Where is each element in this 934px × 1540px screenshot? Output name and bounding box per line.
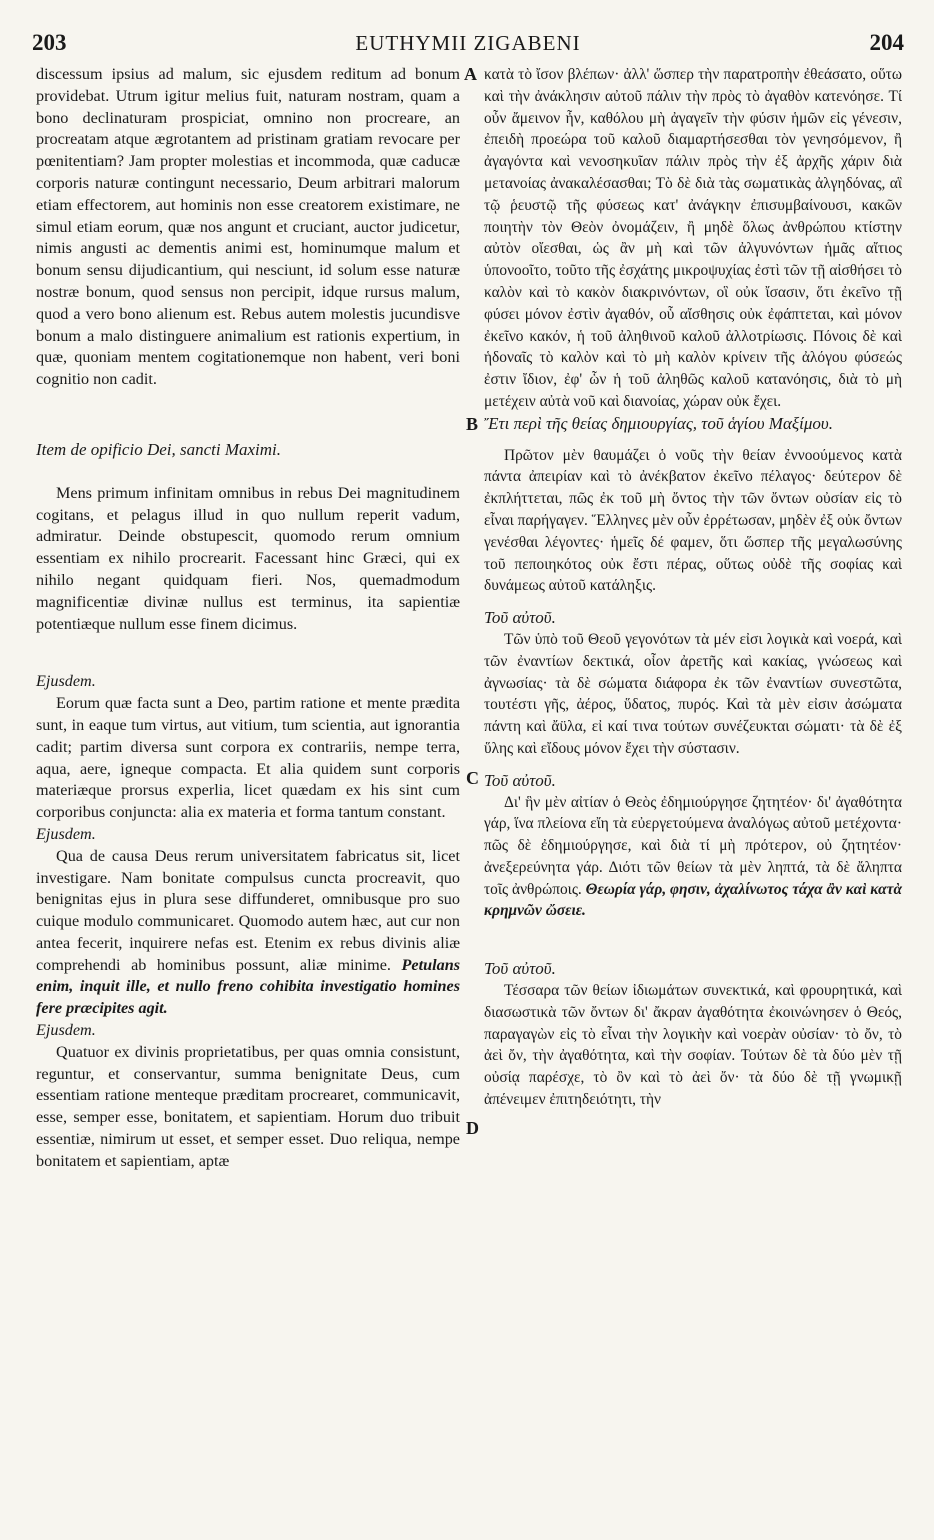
latin-paragraph-2: Mens primum infinitam omnibus in rebus Dei magnitudinem cogitans, et pelagus illud in quo nullum reperit vadum, admiratur. Deinde obstupescit, quomodo rerum omnium essentiam ex nihilo procrearit. Facessant hinc Græci, qui ex nihilo negant quidquam fieri. Nos, quemadmodum magnificentiæ divinæ nullus est terminus, ita sapientiæ potentiæque nullum esse finem dicimus. (36, 483, 460, 633)
latin-paragraph-4-text: Qua de causa Deus rerum universitatem fabricatus sit, licet investigare. Nam bonitate compulsus cuncta procreavit, quo benignitas ejus in plura sese diffunderet, omnibusque pro suo cuique modulo communicaret. Quomodo autem hæc, aut cur non antea fecerit, inquirere nefas est. Etenim ex rebus divinis aliæ comprehendi ab hominibus possunt, aliæ minime. (36, 846, 460, 974)
greek-quotation: Θεωρία γάρ, φησιν, ἀχαλίνωτος τάχα ἂν καὶ κατὰ κρημνῶν ὤσειε. (484, 880, 902, 920)
greek-heading-maximus: Ἔτι περὶ τῆς θείας δημιουργίας, τοῦ ἁγίου Μαξίμου. (484, 413, 833, 433)
greek-paragraph-1: κατὰ τὸ ἴσον βλέπων· ἀλλ' ὥσπερ τὴν παρατροπὴν ἐθεάσατο, οὕτω καὶ τὴν ἀνάκλησιν αὐτοῦ πάλιν τὴν πρὸς τὸ ἀγαθὸν κατενόησε. Τί οὖν ἄμεινον ἦν, καθόλου μὴ ἀγαγεῖν τὴν φύσιν ἡμῶν εἰς γένεσιν, ἐπειδὴ προεώρα τοῦ καλοῦ διαμαρτήσεσθαι τὸν γενησόμενον, ἢ ἀγαγόντα καὶ νενοσηκυῖαν πάλιν πρὸς τὴν ἐξ ἀρχῆς χάριν διὰ μετανοίας ἀνακαλέσασθαι; Τὸ δὲ διὰ τὰς σωματικὰς ἀλγηδόνας, αἳ τῷ ῥευστῷ τῆς φύσεως κατ' ἀνάγκην ἐπισυμβαίνουσι, κακῶν ποιητὴν τὸν Θεὸν ὀνομάζειν, ἢ μηδὲ ὅλως ἀνθρώπου κτίστην αὐτὸν οἴεσθαι, ὡς ἂν μὴ καὶ τῶν ἀλγυνόντων ἡμᾶς αἴτιος ὑπονοοῖτο, τοῦτο τῆς ἐσχάτης μικροψυχίας ἐστὶ τῶν τῇ αἰσθήσει τὸ καλὸν καὶ τὸ κακὸν διακρινόντων, οἳ οὐκ ἴσασιν, ὅτι ἐκεῖνο τῇ φύσει μόνον ἐστὶν ἀγαθόν, οὗ αἴσθησις οὐκ ἐφάπτεται, καὶ μόνον ἐκεῖνο κακόν, ἡ τοῦ ἀληθινοῦ καλοῦ ἀλλοτρίωσις. Πόνοις δὲ καὶ ἡδοναῖς τὸ καλὸν καὶ τὸ μὴ καλὸν κρίνειν τῆς ἀλόγου φύσεώς ἐστιν ἴδιον, ἐφ' ὧν ἡ τοῦ ἀληθῶς καλοῦ κατανόησις, διὰ τὸ μὴ μετέχειν αὐτὰ νοῦ καὶ διανοίας, χώραν οὐκ ἔχει. (484, 66, 902, 410)
margin-letter-b: B (466, 414, 479, 434)
latin-quotation: Petulans enim, inquit ille, et nullo freno cohibita investigatio homines fere præcipites agit. (36, 955, 461, 1018)
greek-paragraph-3: Τῶν ὑπὸ τοῦ Θεοῦ γεγονότων τὰ μέν εἰσι λογικὰ καὶ νοερά, καὶ τῶν ἐναντίων δεκτικά, οἷον ἀρετῆς καὶ κακίας, γνώσεως καὶ ἀγνωσίας· τὰ δὲ σώματα διάφορα ἐκ τῶν ἐναντίων συνεστῶτα, τουτέστι γῆς, ἀέρος, ὕδατος, πυρός. Καὶ τὰ μὲν εἰσιν ἀσώματα πάντη καὶ ἄϋλα, εἰ καί τινα τούτων συνέζευκται σώματι· τὰ δὲ ἐξ ὕλης καὶ εἴδους μόνον ἔχει τὴν σύστασιν. (484, 630, 902, 757)
latin-heading-maximus: Item de opificio Dei, sancti Maximi. (36, 439, 282, 459)
page-number-right: 204 (869, 30, 904, 55)
latin-heading-ejusdem-3: Ejusdem. (36, 1021, 96, 1040)
latin-heading-ejusdem-2: Ejusdem. (36, 824, 96, 843)
latin-paragraph-3: Eorum quæ facta sunt a Deo, partim ratione et mente prædita sunt, in eaque tum virtus, aut vitium, tum scientia, aut ignorantia cadit; partim diversa sunt corpora ex contrariis, nempe terra, aqua, aere, igneque compacta. Et alia quidem sunt corporis materiæque prorsus experlia, licet quædam ex his sint cum corporibus conjuncta: alia ex materia et forma tantum constant. (36, 694, 460, 822)
greek-heading-tou-autou-1: Τοῦ αὐτοῦ. (484, 608, 556, 628)
page-header (32, 30, 904, 60)
latin-paragraph-1: discessum ipsius ad malum, sic ejusdem reditum ad bonum providebat. Utrum igitur melius fuit, naturam nostram, quam a bono declinaturam prospiciat, omnino non procreare, an procreatam atque ægrotantem ad pristinam gratiam revocare per pœnitentiam? Jam propter molestias et incommoda, quæ caducæ corporis naturæ contingunt necessario, Deum arbitrari malorum etiam effectorem, aut hominis non esse creatorem existimare, ne simul etiam eorum, quæ nos angunt et cruciant, auctor judicetur, nimis angusti ac dementis animi est, hominumque malum et bonum sensu dijudicantium, qui nesciunt, id solum esse naturæ nostræ bonum, quod sensus non percipit, idque rursus malum, quod a vero bono alienum est. Rebus autem molestis jucundisve bonum a malo distinguere animalium est rationis expertium, in quæ, quoniam mentem cogitationemque non habent, veri boni cognitio non cadit. (36, 65, 460, 389)
greek-paragraph-5: Τέσσαρα τῶν θείων ἰδιωμάτων συνεκτικά, καὶ φρουρητικά, καὶ διασωστικὰ τῶν ὄντων δι' ἄκραν ἀγαθότητα ἐκοινώνησεν ὁ Θεός, παραγαγὼν εἰς τὸ εἶναι τὴν λογικὴν καὶ νοερὰν οὐσίαν· τὸ ὄν, τὸ ἀεὶ ὄν, τὴν ἀγαθότητα, καὶ τὴν σοφίαν. Τούτων δὲ τὰ δύο μὲν τῇ οὐσίᾳ παρέσχε, τὸ ὂν καὶ τὸ ἀεὶ ὄν· τὰ δύο δὲ τῇ γνωμικῇ ἀπένειμεν ἐπιτηδειότητι, τὴν (484, 982, 902, 1109)
greek-paragraph-4-text: Δι' ἣν μὲν αἰτίαν ὁ Θεὸς ἐδημιούργησε ζητητέον· δι' ἀγαθότητα γάρ, ἵνα πλείονα εἴη τὰ εὐεργετούμενα ἀναλόγως αὐτοῦ μετέχοντα· πῶς δὲ ἐδημιούργησε, καὶ διὰ τί μὴ πρότερον, οὐ ζητητέον· ἀνεξερεύνητα γάρ. Διότι τῶν θείων τὰ μὲν ληπτά, τὰ δὲ ἄληπτα τοῖς ἀνθρώποις. (484, 793, 902, 898)
greek-column (484, 64, 902, 1111)
greek-heading-tou-autou-3: Τοῦ αὐτοῦ. (484, 959, 556, 979)
latin-paragraph-4 (36, 846, 460, 1020)
greek-paragraph-2: Πρῶτον μὲν θαυμάζει ὁ νοῦς τὴν θείαν ἐννοούμενος κατὰ πάντα ἀπειρίαν καὶ τὸ ἀνέκβατον ἐκεῖνο πέλαγος· δεύτερον δὲ ἐκπλήττεται, πῶς ἐκ τοῦ μὴ ὄντος τὴν τῶν ὄντων οὐσίαν εἰς τὸ εἶναι παρήγαγεν. Ἕλληνες μὲν οὖν ἐρρέτωσαν, μηδὲν ἐξ οὐκ ὄντων γενέσθαι λέγοντες· ἡμεῖς δέ φαμεν, ὅτι ὥσπερ τῆς μεγαλωσύνης τοῦ πεποιηκότος οὐκ ἔστι πέρας, οὕτως οὐδὲ τῆς σοφίας καὶ δυνάμεως αὐτοῦ κατάληξις. (484, 446, 902, 595)
greek-heading-tou-autou-2: Τοῦ αὐτοῦ. (484, 770, 556, 790)
page-number-left: 203 (32, 30, 67, 55)
latin-heading-ejusdem-1: Ejusdem. (36, 672, 96, 691)
margin-letter-d: D (466, 1118, 479, 1138)
latin-paragraph-5: Quatuor ex divinis proprietatibus, per quas omnia consistunt, reguntur, et conservantur, summa benignitate Deus, cum essentiam ratione menteque præditam procrearet, communicavit, esse, semper esse, bonitatem, et sapientiam. Horum duo tribuit essentiæ, nimirum ut esset, et semper esset. Duo reliqua, nempe bonitatem et sapientiam, aptæ (36, 1042, 460, 1170)
margin-letter-c: C (466, 768, 479, 788)
margin-letter-a: A (464, 64, 477, 84)
latin-column (36, 64, 460, 1173)
greek-paragraph-4 (484, 792, 902, 923)
running-title: EUTHYMII ZIGABENI (355, 31, 581, 55)
